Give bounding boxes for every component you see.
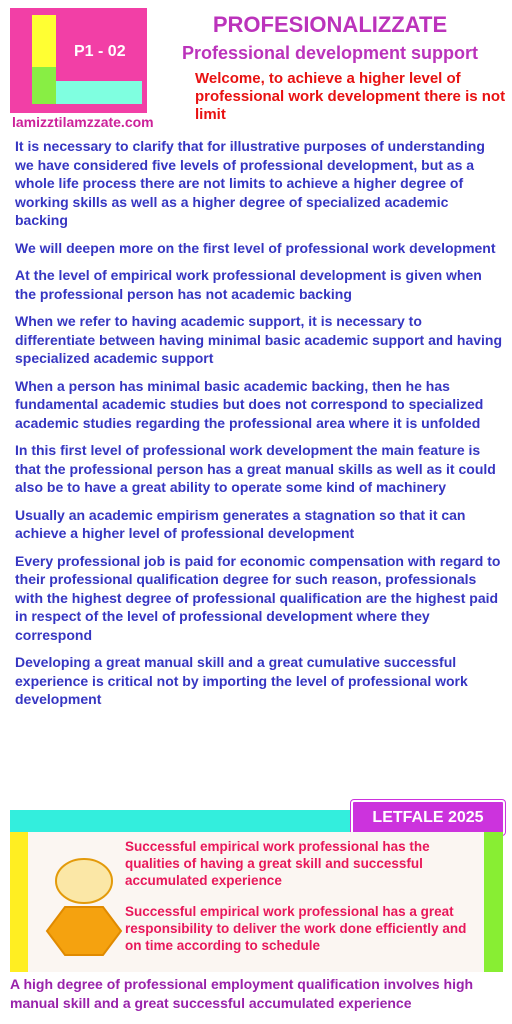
panel-text xyxy=(125,838,480,968)
paragraph: We will deepen more on the first level of professional work development xyxy=(15,239,496,256)
person-head xyxy=(56,859,112,903)
welcome-message: Welcome, to achieve a higher level of professional work development there is not limit xyxy=(195,70,506,123)
logo-cyan-block xyxy=(56,81,142,104)
paragraph: At the level of empirical work professional development is given when the professional person has not academic backing xyxy=(15,267,482,302)
paragraph: Developing a great manual skill and a great cumulative successful experience is critical not by importing the level of professional work development xyxy=(15,654,468,707)
page-subtitle: Professional development support xyxy=(181,43,479,63)
person-icon xyxy=(44,855,124,960)
site-url[interactable]: lamizztilamzzate.com xyxy=(12,114,154,130)
logo xyxy=(10,8,147,113)
paragraph: In this first level of professional work development the main feature is that the professional person has a great manual skills as well as it could also be to have a great ability to operate some kind of machinery xyxy=(15,442,496,495)
footer-text: A high degree of professional employment qualification involves high manual skill and a great successful accumulated experience xyxy=(10,976,474,1011)
person-body xyxy=(47,907,121,955)
logo-yellow-block xyxy=(32,15,56,67)
logo-green-block xyxy=(32,67,56,104)
body-text xyxy=(15,137,505,718)
panel-point: Successful empirical work professional has the qualities of having a great skill and successful accumulated experience xyxy=(125,839,430,888)
paragraph: It is necessary to clarify that for illustrative purposes of understanding we have considered five levels of professional development, but as a whole life process there are not limits to achieve a higher degree of working skills as well as a higher degree of specialized academic backing xyxy=(15,138,485,228)
page-code: P1 - 02 xyxy=(74,43,126,60)
panel-right-bar xyxy=(484,832,503,972)
page-title: PROFESIONALIZZATE xyxy=(212,12,448,37)
paragraph: When we refer to having academic support, it is necessary to differentiate between having minimal basic academic support and having specialized academic support xyxy=(15,313,503,366)
panel-point: Successful empirical work professional has a great responsibility to deliver the work done efficiently and on time according to schedule xyxy=(125,904,467,953)
paragraph: Usually an academic empirism generates a stagnation so that it can achieve a higher level of professional development xyxy=(15,506,466,541)
paragraph: Every professional job is paid for economic compensation with regard to their professional qualification degree for such reason, professionals with the highest degree of professional qualification are the highest paid in respect of the level of professional development where they correspond xyxy=(15,552,501,643)
paragraph: When a person has minimal basic academic backing, then he has fundamental academic studies but does not correspond to specialized academic studies regarding the professional area where it is unfolded xyxy=(15,377,484,431)
panel-left-bar xyxy=(10,832,28,972)
year-badge: LETFALE 2025 xyxy=(351,800,505,835)
